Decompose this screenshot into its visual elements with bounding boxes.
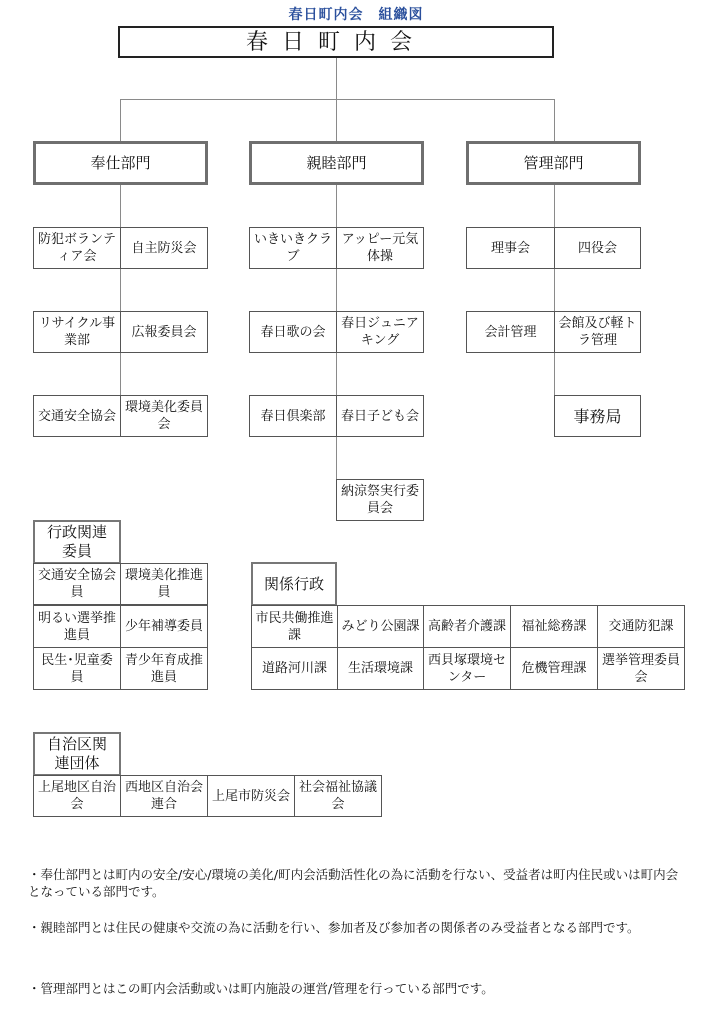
kanri-item: 会館及び軽トラ管理 [554,311,641,353]
gyosei-iin-item: 少年補導委員 [120,605,208,648]
connector-hoshi [120,99,121,142]
note-hoshi: ・奉仕部門とは町内の安全/安心/環境の美化/町内会活動活性化の為に活動を行ない、受益者は町内住民或いは町内会となっている部門です。 [28,867,679,899]
jichiku-item: 西地区自治会連合 [120,775,208,817]
hoshi-item: 交通安全協会 [33,395,121,437]
kankei-gyosei-item: 市民共働推進課 [251,605,338,648]
connector-kanri-items [554,184,555,228]
kankei-gyosei-item: 道路河川課 [251,647,338,690]
jichiku-header: 自治区関連団体 [33,732,121,776]
connector-horizontal [120,99,555,100]
connector-shinboku [336,99,337,142]
kankei-gyosei-item: 危機管理課 [510,647,598,690]
dept-kanri: 管理部門 [466,141,641,185]
hoshi-item: 広報委員会 [120,311,208,353]
jichiku-item: 上尾市防災会 [207,775,295,817]
shinboku-item: 春日倶楽部 [249,395,337,437]
connector-hoshi-mid [120,268,121,312]
kanri-item: 理事会 [466,227,555,269]
kankei-gyosei-item: 選挙管理委員会 [597,647,685,690]
kankei-gyosei-item: みどり公園課 [337,605,424,648]
connector-kanri-mid [554,268,555,312]
root-node: 春日町内会 [118,26,554,58]
hoshi-item: 防犯ボランティア会 [33,227,121,269]
shinboku-item: 春日歌の会 [249,311,337,353]
gyosei-iin-item: 環境美化推進員 [120,563,208,605]
connector-root-down [336,57,337,100]
kankei-gyosei-header: 関係行政 [251,562,337,606]
shinboku-item: 春日子ども会 [336,395,424,437]
dept-shinboku: 親睦部門 [249,141,424,185]
jichiku-item: 社会福祉協議会 [294,775,382,817]
note-shinboku: ・親睦部門とは住民の健康や交流の為に活動を行い、参加者及び参加者の関係者のみ受益者となる部門です。 [28,920,640,935]
kankei-gyosei-item: 交通防犯課 [597,605,685,648]
gyosei-iin-item: 交通安全協会員 [33,563,121,605]
shinboku-item: 春日ジュニアキング [336,311,424,353]
connector-shinboku-mid [336,268,337,312]
gyosei-iin-item: 青少年育成推進員 [120,647,208,690]
connector-hoshi-items [120,184,121,228]
connector-kanri [554,99,555,142]
kankei-gyosei-item: 福祉総務課 [510,605,598,648]
kankei-gyosei-item: 高齢者介護課 [423,605,511,648]
shinboku-item: いきいきクラブ [249,227,337,269]
note-kanri: ・管理部門とはこの町内会活動或いは町内施設の運営/管理を行っている部門です。 [28,981,494,996]
gyosei-iin-item: 民生･児童委員 [33,647,121,690]
connector-shinboku-mid2 [336,352,337,396]
gyosei-iin-header: 行政関連委員 [33,520,121,564]
gyosei-iin-item: 明るい選挙推進員 [33,605,121,648]
kankei-gyosei-item: 西貝塚環境センター [423,647,511,690]
diagram-subtitle: 春日町内会 組織図 [288,7,424,23]
jichiku-item: 上尾地区自治会 [33,775,121,817]
connector-kanri-mid2 [554,352,555,396]
shinboku-item: アッピー元気体操 [336,227,424,269]
connector-hoshi-mid2 [120,352,121,396]
connector-shinboku-items [336,184,337,228]
kanri-item: 四役会 [554,227,641,269]
hoshi-item: 自主防災会 [120,227,208,269]
shinboku-item: 納涼祭実行委員会 [336,479,424,521]
connector-shinboku-mid3 [336,436,337,480]
hoshi-item: 環境美化委員会 [120,395,208,437]
dept-hoshi: 奉仕部門 [33,141,208,185]
kankei-gyosei-item: 生活環境課 [337,647,424,690]
kanri-item: 会計管理 [466,311,555,353]
kanri-item: 事務局 [554,395,641,437]
hoshi-item: リサイクル事業部 [33,311,121,353]
